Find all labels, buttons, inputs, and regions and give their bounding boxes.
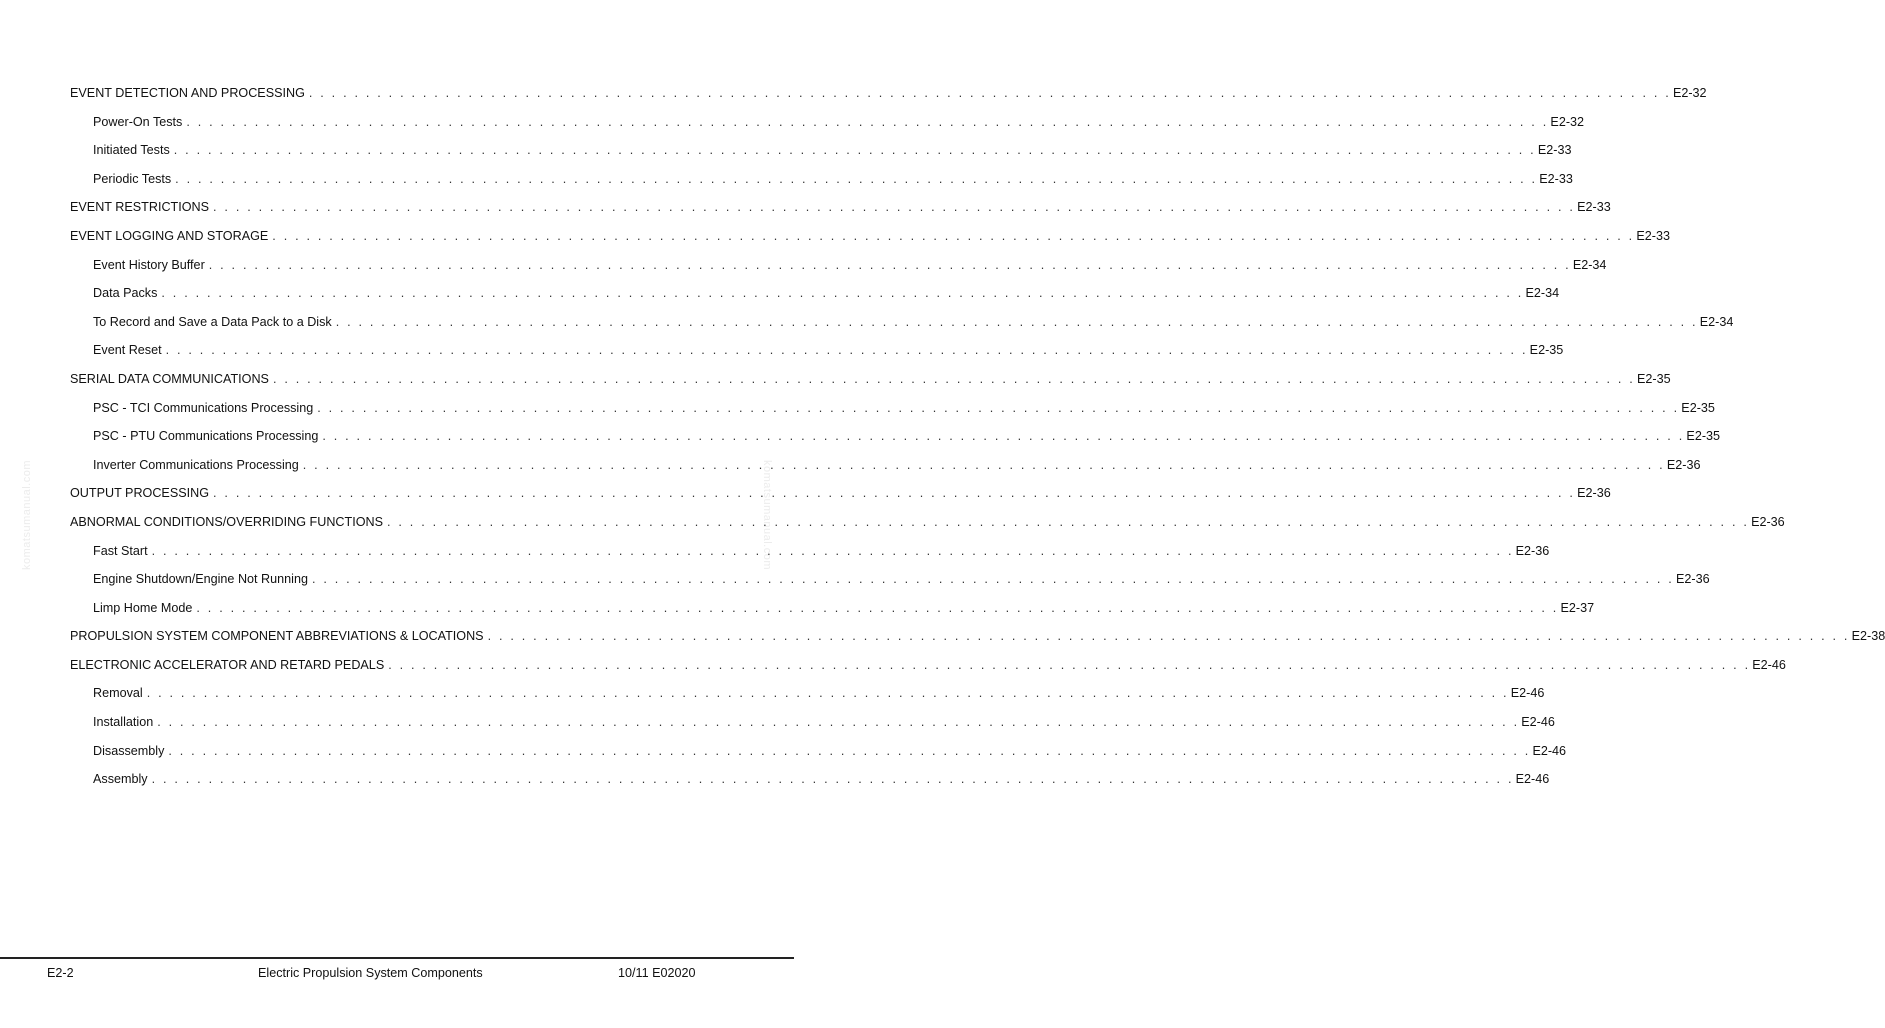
toc-entry-page: E2-33 xyxy=(1539,171,1573,186)
toc-dot-leader: . . . . . . . . . . . . . . . . . . . . . . . . . . . . . . . . . . . . . . . . . . . . . . . . . . . . . . . . . . . . . . . . . . . . . . . . . . . . . . . . . . . . . . . . . . . . . . . . . . . . . . . . . . . . . . . . . . . . . . . . xyxy=(161,286,1524,301)
toc-entry-page: E2-36 xyxy=(1666,457,1701,472)
toc-entry xyxy=(70,251,1607,280)
toc-entry-page: E2-35 xyxy=(1686,429,1721,444)
toc-entry-page: E2-46 xyxy=(1515,772,1550,787)
toc-entry-page: E2-46 xyxy=(1521,715,1555,730)
toc-entry xyxy=(70,108,1585,137)
toc-entry-title: PROPULSION SYSTEM COMPONENT ABBREVIATIONS & LOCATIONS xyxy=(70,629,484,644)
toc-entry xyxy=(70,165,1573,194)
toc-dot-leader: . . . . . . . . . . . . . . . . . . . . . . . . . . . . . . . . . . . . . . . . . . . . . . . . . . . . . . . . . . . . . . . . . . . . . . . . . . . . . . . . . . . . . . . . . . . . . . . . . . . . . . . . . . . . . . . . . . . . . . . . xyxy=(175,171,1538,186)
toc-entry-page: E2-35 xyxy=(1529,343,1564,358)
toc-entry-page: E2-34 xyxy=(1572,257,1607,272)
toc-entry-page: E2-36 xyxy=(1577,486,1611,501)
toc-entry-page: E2-33 xyxy=(1636,228,1670,243)
toc-entry-title: EVENT LOGGING AND STORAGE xyxy=(70,228,269,243)
toc-entry-title: Removal xyxy=(93,686,143,701)
toc-entry-title: Data Packs xyxy=(93,286,158,301)
toc-entry xyxy=(70,679,1545,708)
toc-dot-leader: . . . . . . . . . . . . . . . . . . . . . . . . . . . . . . . . . . . . . . . . . . . . . . . . . . . . . . . . . . . . . . . . . . . . . . . . . . . . . . . . . . . . . . . . . . . . . . . . . . . . . . . . . . . . . . . . . . . . . . . . xyxy=(151,772,1514,787)
toc-entry-title: EVENT DETECTION AND PROCESSING xyxy=(70,86,305,100)
toc-entry xyxy=(70,394,1715,423)
toc-entry-title: Engine Shutdown/Engine Not Running xyxy=(93,572,308,587)
toc-entry xyxy=(70,79,1707,108)
toc-entry xyxy=(70,651,1786,680)
toc-dot-leader: . . . . . . . . . . . . . . . . . . . . . . . . . . . . . . . . . . . . . . . . . . . . . . . . . . . . . . . . . . . . . . . . . . . . . . . . . . . . . . . . . . . . . . . . . . . . . . . . . . . . . . . . . . . . . . . . . . . . . . . . xyxy=(151,543,1514,558)
toc-entry-page: E2-32 xyxy=(1672,86,1707,100)
toc-entry-page: E2-46 xyxy=(1752,657,1786,672)
toc-entry-page: E2-34 xyxy=(1699,314,1734,329)
toc-entry xyxy=(70,451,1701,480)
toc-entry xyxy=(70,508,1785,537)
toc-entry xyxy=(70,308,1734,337)
toc-entry xyxy=(70,765,1550,794)
toc-entry-page: E2-32 xyxy=(1550,114,1585,129)
toc-entry-page: E2-34 xyxy=(1525,286,1560,301)
toc-entry xyxy=(70,622,1885,651)
toc-dot-leader: . . . . . . . . . . . . . . . . . . . . . . . . . . . . . . . . . . . . . . . . . . . . . . . . . . . . . . . . . . . . . . . . . . . . . . . . . . . . . . . . . . . . . . . . . . . . . . . . . . . . . . . . . . . . . . . . . . . . . . . . xyxy=(173,143,1536,158)
toc-entry-title: PSC - TCI Communications Processing xyxy=(93,400,314,415)
footer-page-number: E2-2 xyxy=(47,966,74,980)
toc-entry-title: ABNORMAL CONDITIONS/OVERRIDING FUNCTIONS xyxy=(70,514,383,529)
toc-dot-leader: . . . . . . . . . . . . . . . . . . . . . . . . . . . . . . . . . . . . . . . . . . . . . . . . . . . . . . . . . . . . . . . . . . . . . . . . . . . . . . . . . . . . . . . . . . . . . . . . . . . . . . . . . . . . . . . . . . . . . . . . xyxy=(213,200,1576,215)
toc-entry xyxy=(70,708,1555,737)
toc-entry-page: E2-46 xyxy=(1510,686,1545,701)
toc-dot-leader: . . . . . . . . . . . . . . . . . . . . . . . . . . . . . . . . . . . . . . . . . . . . . . . . . . . . . . . . . . . . . . . . . . . . . . . . . . . . . . . . . . . . . . . . . . . . . . . . . . . . . . . . . . . . . . . . . . . . . . . . xyxy=(196,600,1559,615)
toc-dot-leader: . . . . . . . . . . . . . . . . . . . . . . . . . . . . . . . . . . . . . . . . . . . . . . . . . . . . . . . . . . . . . . . . . . . . . . . . . . . . . . . . . . . . . . . . . . . . . . . . . . . . . . . . . . . . . . . . . . . . . . . . xyxy=(165,343,1528,358)
toc-entry-page: E2-33 xyxy=(1537,143,1572,158)
toc-dot-leader: . . . . . . . . . . . . . . . . . . . . . . . . . . . . . . . . . . . . . . . . . . . . . . . . . . . . . . . . . . . . . . . . . . . . . . . . . . . . . . . . . . . . . . . . . . . . . . . . . . . . . . . . . . . . . . . . . . . . . . . . xyxy=(335,314,1698,329)
toc-entry xyxy=(70,594,1595,623)
toc-dot-leader: . . . . . . . . . . . . . . . . . . . . . . . . . . . . . . . . . . . . . . . . . . . . . . . . . . . . . . . . . . . . . . . . . . . . . . . . . . . . . . . . . . . . . . . . . . . . . . . . . . . . . . . . . . . . . . . . . . . . . . . . xyxy=(311,572,1675,587)
toc-dot-leader: . . . . . . . . . . . . . . . . . . . . . . . . . . . . . . . . . . . . . . . . . . . . . . . . . . . . . . . . . . . . . . . . . . . . . . . . . . . . . . . . . . . . . . . . . . . . . . . . . . . . . . . . . . . . . . . . . . . . . . . . xyxy=(146,686,1509,701)
toc-entry-title: To Record and Save a Data Pack to a Disk xyxy=(93,314,332,329)
footer-rule xyxy=(0,957,794,959)
toc-entry-page: E2-36 xyxy=(1676,572,1710,587)
toc-dot-leader: . . . . . . . . . . . . . . . . . . . . . . . . . . . . . . . . . . . . . . . . . . . . . . . . . . . . . . . . . . . . . . . . . . . . . . . . . . . . . . . . . . . . . . . . . . . . . . . . . . . . . . . . . . . . . . . . . . . . . . . . xyxy=(272,371,1636,386)
toc-entry-title: SERIAL DATA COMMUNICATIONS xyxy=(70,371,269,386)
toc-entry xyxy=(70,222,1670,251)
toc-dot-leader: . . . . . . . . . . . . . . . . . . . . . . . . . . . . . . . . . . . . . . . . . . . . . . . . . . . . . . . . . . . . . . . . . . . . . . . . . . . . . . . . . . . . . . . . . . . . . . . . . . . . . . . . . . . . . . . . . . . . . . . . xyxy=(387,514,1750,529)
toc-entry-title: Periodic Tests xyxy=(93,171,172,186)
toc-dot-leader: . . . . . . . . . . . . . . . . . . . . . . . . . . . . . . . . . . . . . . . . . . . . . . . . . . . . . . . . . . . . . . . . . . . . . . . . . . . . . . . . . . . . . . . . . . . . . . . . . . . . . . . . . . . . . . . . . . . . . . . . xyxy=(213,486,1576,501)
toc-entry-title: Power-On Tests xyxy=(93,114,183,129)
toc-entry-page: E2-35 xyxy=(1681,400,1715,415)
toc-entry xyxy=(70,479,1611,508)
toc-entry-title: Disassembly xyxy=(93,743,165,758)
toc-entry xyxy=(70,422,1721,451)
toc-dot-leader: . . . . . . . . . . . . . . . . . . . . . . . . . . . . . . . . . . . . . . . . . . . . . . . . . . . . . . . . . . . . . . . . . . . . . . . . . . . . . . . . . . . . . . . . . . . . . . . . . . . . . . . . . . . . . . . . . . . . . . . . xyxy=(317,400,1680,415)
toc-entry-title: Event History Buffer xyxy=(93,257,205,272)
toc-dot-leader: . . . . . . . . . . . . . . . . . . . . . . . . . . . . . . . . . . . . . . . . . . . . . . . . . . . . . . . . . . . . . . . . . . . . . . . . . . . . . . . . . . . . . . . . . . . . . . . . . . . . . . . . . . . . . . . . . . . . . . . . xyxy=(157,715,1520,730)
toc-entry-title: ELECTRONIC ACCELERATOR AND RETARD PEDALS xyxy=(70,657,385,672)
toc-entry xyxy=(70,136,1572,165)
toc-entry-page: E2-46 xyxy=(1532,743,1567,758)
toc-dot-leader: . . . . . . . . . . . . . . . . . . . . . . . . . . . . . . . . . . . . . . . . . . . . . . . . . . . . . . . . . . . . . . . . . . . . . . . . . . . . . . . . . . . . . . . . . . . . . . . . . . . . . . . . . . . . . . . . . . . . . . . . xyxy=(168,743,1531,758)
toc-entry xyxy=(70,737,1567,766)
toc-entry xyxy=(70,537,1550,566)
toc-entry-page: E2-33 xyxy=(1577,200,1611,215)
toc-entry-title: OUTPUT PROCESSING xyxy=(70,486,210,501)
toc-entry xyxy=(70,365,1671,394)
toc-dot-leader: . . . . . . . . . . . . . . . . . . . . . . . . . . . . . . . . . . . . . . . . . . . . . . . . . . . . . . . . . . . . . . . . . . . . . . . . . . . . . . . . . . . . . . . . . . . . . . . . . . . . . . . . . . . . . . . . . . . . . . . . xyxy=(487,629,1850,644)
watermark-right: komatsumanual.com xyxy=(761,460,773,570)
toc-entry-page: E2-37 xyxy=(1560,600,1595,615)
toc-entry-title: EVENT RESTRICTIONS xyxy=(70,200,210,215)
toc-entry-title: Assembly xyxy=(93,772,148,787)
toc-entry-page: E2-36 xyxy=(1515,543,1550,558)
toc-entry xyxy=(70,279,1560,308)
toc-dot-leader: . . . . . . . . . . . . . . . . . . . . . . . . . . . . . . . . . . . . . . . . . . . . . . . . . . . . . . . . . . . . . . . . . . . . . . . . . . . . . . . . . . . . . . . . . . . . . . . . . . . . . . . . . . . . . . . . . . . . . . . . xyxy=(388,657,1751,672)
footer-document-title: Electric Propulsion System Components xyxy=(258,966,483,980)
toc-entry-title: Initiated Tests xyxy=(93,143,170,158)
toc-entry-title: Event Reset xyxy=(93,343,162,358)
toc-entry-title: Limp Home Mode xyxy=(93,600,193,615)
toc-dot-leader: . . . . . . . . . . . . . . . . . . . . . . . . . . . . . . . . . . . . . . . . . . . . . . . . . . . . . . . . . . . . . . . . . . . . . . . . . . . . . . . . . . . . . . . . . . . . . . . . . . . . . . . . . . . . . . . . . . . . . . . . xyxy=(322,429,1685,444)
toc-entry-page: E2-36 xyxy=(1751,514,1785,529)
toc-entry xyxy=(70,336,1564,365)
toc-entry-title: Installation xyxy=(93,715,154,730)
toc-dot-leader: . . . . . . . . . . . . . . . . . . . . . . . . . . . . . . . . . . . . . . . . . . . . . . . . . . . . . . . . . . . . . . . . . . . . . . . . . . . . . . . . . . . . . . . . . . . . . . . . . . . . . . . . . . . . . . . . . . . . . . . . xyxy=(308,86,1671,100)
toc-entry-page: E2-38 xyxy=(1851,629,1885,644)
toc-dot-leader: . . . . . . . . . . . . . . . . . . . . . . . . . . . . . . . . . . . . . . . . . . . . . . . . . . . . . . . . . . . . . . . . . . . . . . . . . . . . . . . . . . . . . . . . . . . . . . . . . . . . . . . . . . . . . . . . . . . . . . . . xyxy=(186,114,1549,129)
toc-dot-leader: . . . . . . . . . . . . . . . . . . . . . . . . . . . . . . . . . . . . . . . . . . . . . . . . . . . . . . . . . . . . . . . . . . . . . . . . . . . . . . . . . . . . . . . . . . . . . . . . . . . . . . . . . . . . . . . . . . . . . . . . xyxy=(302,457,1665,472)
toc-dot-leader: . . . . . . . . . . . . . . . . . . . . . . . . . . . . . . . . . . . . . . . . . . . . . . . . . . . . . . . . . . . . . . . . . . . . . . . . . . . . . . . . . . . . . . . . . . . . . . . . . . . . . . . . . . . . . . . . . . . . . . . . xyxy=(272,228,1635,243)
toc-entry-page: E2-35 xyxy=(1637,371,1671,386)
toc-entry-title: Inverter Communications Processing xyxy=(93,457,299,472)
toc-dot-leader: . . . . . . . . . . . . . . . . . . . . . . . . . . . . . . . . . . . . . . . . . . . . . . . . . . . . . . . . . . . . . . . . . . . . . . . . . . . . . . . . . . . . . . . . . . . . . . . . . . . . . . . . . . . . . . . . . . . . . . . . xyxy=(208,257,1571,272)
toc-entry-title: PSC - PTU Communications Processing xyxy=(93,429,319,444)
watermark-left: komatsumanual.com xyxy=(21,460,33,570)
toc-entry-title: Fast Start xyxy=(93,543,148,558)
toc-entry xyxy=(70,565,1710,594)
footer-document-code: 10/11 E02020 xyxy=(618,966,696,980)
toc-entry xyxy=(70,193,1611,222)
